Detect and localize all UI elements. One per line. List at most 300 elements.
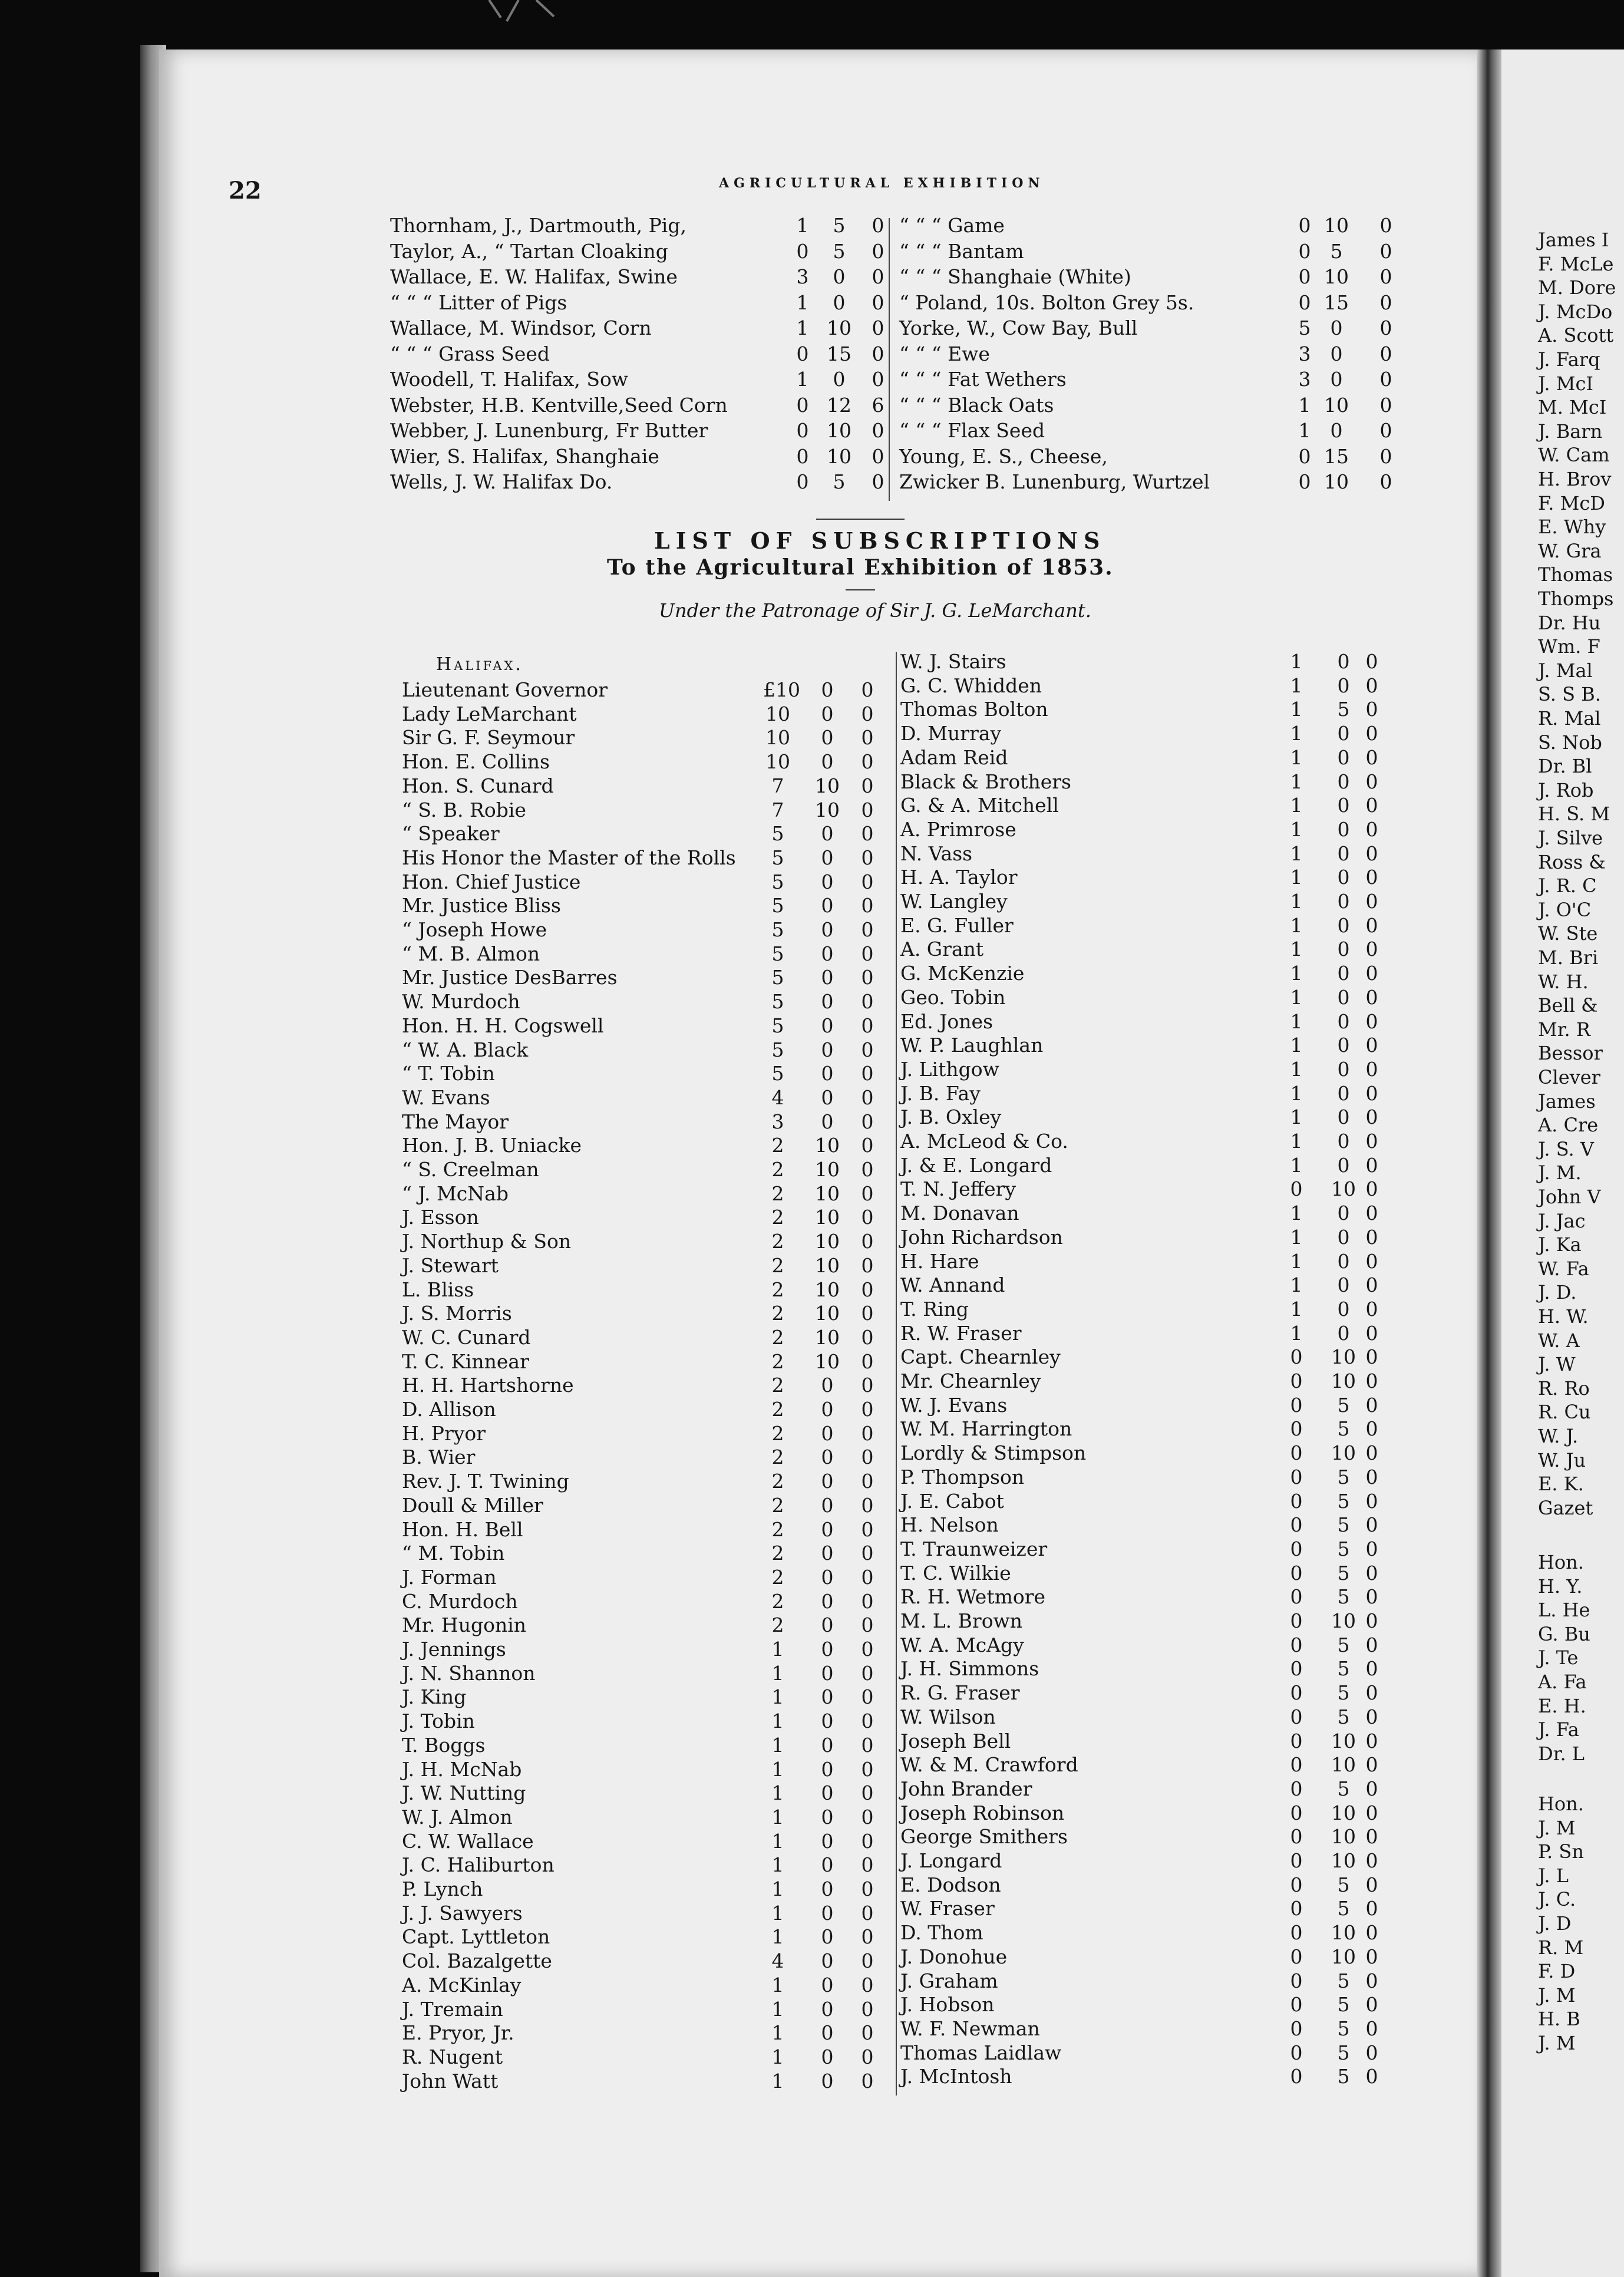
subscriber-right-pounds: 0 [1290, 1681, 1303, 1705]
subscriber-right-pence: 0 [1365, 1009, 1378, 1033]
subscriber-left-pence: 0 [861, 1278, 874, 1301]
subscriber-right-name: D. Murray [900, 722, 1002, 745]
subscriber-left-pence: 0 [861, 1230, 874, 1253]
subscriber-right-shillings: 10 [1331, 1345, 1356, 1369]
subscriber-left-pence: 0 [861, 846, 874, 869]
subscriber-right-name: N. Vass [900, 842, 973, 865]
subscriber-left-pounds: 2 [771, 1398, 784, 1421]
subscriber-left-shillings: 0 [821, 1710, 834, 1733]
subscriber-right-shillings: 10 [1331, 1441, 1356, 1465]
subscriber-left-shillings: 0 [821, 750, 834, 774]
subscriber-left-shillings: 0 [821, 1661, 834, 1685]
prize-right-name: “ “ “ Shanghaie (White) [899, 265, 1131, 288]
prize-left-pounds: 1 [796, 368, 809, 391]
subscriber-left-pounds: 2 [771, 1230, 784, 1253]
subscriber-right-pounds: 1 [1290, 1202, 1303, 1225]
subscriber-left-shillings: 0 [821, 1446, 834, 1469]
subscriber-right-shillings: 5 [1337, 1777, 1350, 1800]
subscriber-right-shillings: 5 [1337, 1537, 1350, 1560]
prize-right-shillings: 15 [1324, 444, 1349, 468]
list-subtitle: To the Agricultural Exhibition of 1853. [607, 555, 1114, 580]
subscriber-left-pounds: 2 [771, 1325, 784, 1349]
prize-left-pounds: 0 [796, 239, 809, 263]
prize-right-pence: 0 [1379, 291, 1392, 314]
subscriber-left-name: B. Wier [402, 1446, 476, 1469]
subscriber-left-pence: 0 [861, 1134, 874, 1157]
prize-right-name: Yorke, W., Cow Bay, Bull [899, 316, 1138, 339]
subscriber-right-pounds: 0 [1290, 1945, 1303, 1968]
subscriber-left-name: Capt. Lyttleton [402, 1925, 550, 1949]
subscriber-left-shillings: 10 [815, 1158, 840, 1181]
subscriber-right-shillings: 0 [1337, 962, 1350, 985]
subscriber-left-pence: 0 [861, 1349, 874, 1373]
subscriber-left-name: W. Evans [402, 1085, 490, 1109]
facing-page-entry: Hon. [1538, 1793, 1584, 1815]
subscriber-left-name: J. Tobin [402, 1710, 475, 1733]
subscriber-right-pence: 0 [1365, 1370, 1378, 1392]
facing-page-entry: Gazet [1538, 1496, 1593, 1519]
subscriber-right-pounds: 1 [1290, 962, 1303, 985]
prize-left-pence: 0 [872, 470, 884, 493]
subscriber-left-shillings: 10 [815, 1182, 840, 1205]
subscriber-left-pounds: 10 [765, 702, 790, 725]
facing-page-entry: W. J. [1538, 1425, 1579, 1447]
subscriber-right-pence: 0 [1365, 770, 1378, 793]
prize-right-name: “ “ “ Game [899, 214, 1005, 237]
facing-page-entry: W. Cam [1538, 444, 1610, 467]
subscriber-left-shillings: 0 [821, 1398, 834, 1421]
subscriber-right-name: W. Langley [900, 890, 1008, 913]
prize-left-shillings: 0 [833, 265, 846, 288]
prize-right-name: “ “ “ Ewe [899, 342, 990, 365]
subscriber-right-pence: 0 [1365, 1153, 1378, 1177]
subscriber-left-shillings: 0 [821, 2021, 834, 2045]
facing-page-entry: J. M. [1538, 1161, 1582, 1184]
facing-page-entry: R. Ro [1538, 1377, 1590, 1400]
prize-right-shillings: 0 [1330, 316, 1343, 339]
subscriber-right-name: R. W. Fraser [900, 1321, 1022, 1345]
subscriber-left-pounds: 1 [771, 1733, 784, 1757]
subscriber-left-pounds: 1 [771, 1973, 784, 1996]
subscriber-left-pence: 0 [861, 1853, 874, 1877]
subscriber-left-pence: 0 [861, 1325, 874, 1349]
subscriber-right-name: T. Ring [900, 1297, 969, 1321]
subscriber-right-pence: 0 [1365, 2065, 1378, 2088]
subscriber-left-shillings: 0 [821, 1014, 834, 1037]
subscriber-left-shillings: 0 [821, 1110, 834, 1133]
subscriber-right-pounds: 1 [1290, 938, 1303, 961]
subscriber-right-shillings: 10 [1331, 1609, 1356, 1632]
subscriber-right-pounds: 0 [1290, 1729, 1303, 1753]
prize-right-name: “ “ “ Black Oats [899, 393, 1054, 417]
subscriber-left-shillings: 0 [821, 822, 834, 846]
subscriber-right-pence: 0 [1365, 2041, 1378, 2064]
facing-page-entry: F. D [1538, 1960, 1576, 1983]
subscriber-right-name: W. Annand [900, 1273, 1005, 1297]
subscriber-right-pence: 0 [1365, 1081, 1378, 1105]
subscriber-right-pounds: 0 [1290, 1417, 1303, 1441]
subscriber-left-pounds: 2 [771, 1349, 784, 1373]
subscriber-left-name: Mr. Justice Bliss [402, 894, 561, 918]
subscriber-right-shillings: 10 [1331, 1177, 1356, 1201]
subscriber-left-shillings: 10 [815, 1206, 840, 1229]
subscriber-right-pence: 0 [1365, 1945, 1378, 1968]
prize-right-shillings: 0 [1330, 342, 1343, 365]
prize-left-name: Webber, J. Lunenburg, Fr Butter [390, 419, 708, 442]
facing-page-entry: Dr. Bl [1538, 755, 1592, 778]
subscriber-left-shillings: 10 [815, 774, 840, 797]
subscriber-left-shillings: 0 [821, 1565, 834, 1589]
subscriber-left-pounds: 1 [771, 1829, 784, 1853]
subscriber-left-name: L. Bliss [402, 1278, 474, 1301]
subscriber-right-name: G. McKenzie [900, 962, 1025, 985]
subscriber-left-pounds: 5 [771, 1038, 784, 1061]
subscriber-right-name: J. E. Cabot [900, 1489, 1004, 1513]
subscriber-left-name: Hon. S. Cunard [402, 774, 554, 797]
subscriber-left-pence: 0 [861, 1997, 874, 2021]
subscriber-left-shillings: 10 [815, 1349, 840, 1373]
facing-page-entry: J. O'C [1538, 898, 1592, 921]
subscriber-right-pounds: 1 [1290, 674, 1303, 697]
subscriber-left-name: T. Boggs [402, 1733, 486, 1757]
subscriber-right-name: T. Traunweizer [900, 1537, 1048, 1560]
subscriber-right-shillings: 10 [1331, 1370, 1356, 1392]
facing-page-entry: W. H. [1538, 970, 1589, 993]
subscriber-right-name: D. Thom [900, 1921, 983, 1945]
subscriber-right-pence: 0 [1365, 1657, 1378, 1681]
subscriber-left-shillings: 10 [815, 1278, 840, 1301]
subscriber-left-pence: 0 [861, 1925, 874, 1949]
subscriber-left-pence: 0 [861, 1014, 874, 1037]
prize-right-shillings: 15 [1324, 291, 1349, 314]
subscriber-right-pence: 0 [1365, 1441, 1378, 1465]
prize-left-pounds: 1 [796, 291, 809, 314]
subscriber-left-pounds: 2 [771, 1302, 784, 1325]
subscriber-right-pence: 0 [1365, 674, 1378, 697]
subscriber-left-pence: 0 [861, 1182, 874, 1205]
subscriber-left-pounds: 10 [765, 750, 790, 774]
subscriber-left-shillings: 0 [821, 966, 834, 989]
subscriber-left-pence: 0 [861, 1253, 874, 1277]
subscriber-left-pounds: 1 [771, 1901, 784, 1925]
subscriber-right-name: Joseph Bell [900, 1729, 1011, 1753]
facing-page-entry: J. Silve [1538, 827, 1603, 849]
subscriber-left-name: J. N. Shannon [402, 1661, 536, 1685]
subscriber-right-shillings: 10 [1331, 1945, 1356, 1968]
facing-page-entry: J. M [1538, 2032, 1576, 2054]
subscriber-right-pence: 0 [1365, 1705, 1378, 1728]
subscriber-right-pounds: 0 [1290, 1585, 1303, 1609]
prize-right-pounds: 0 [1298, 470, 1311, 493]
subscriber-left-pounds: 2 [771, 1493, 784, 1517]
subscriber-left-pence: 0 [861, 678, 874, 701]
subscriber-right-pounds: 0 [1290, 1993, 1303, 2017]
subscriber-left-pounds: 1 [771, 2021, 784, 2045]
subscriber-right-shillings: 0 [1337, 722, 1350, 745]
subscriber-left-pence: 0 [861, 1446, 874, 1469]
subscriber-right-pence: 0 [1365, 1921, 1378, 1945]
prize-left-shillings: 15 [827, 342, 851, 365]
subscriber-left-name: D. Allison [402, 1398, 496, 1421]
subscriber-left-name: R. Nugent [402, 2045, 503, 2068]
subscriber-left-name: J. C. Haliburton [402, 1853, 554, 1877]
subscriber-right-name: W. J. Evans [900, 1393, 1008, 1417]
subscriber-right-shillings: 0 [1337, 1106, 1350, 1129]
subscriber-right-pounds: 0 [1290, 1370, 1303, 1392]
subscriber-left-pence: 0 [861, 822, 874, 846]
subscriber-right-name: A. Grant [900, 938, 984, 961]
subscriber-right-name: A. Primrose [900, 817, 1016, 841]
prize-left-pounds: 0 [796, 393, 809, 417]
subscriber-left-pounds: 7 [771, 774, 784, 797]
subscriber-right-name: John Brander [900, 1777, 1032, 1800]
subscriber-left-shillings: 0 [821, 942, 834, 965]
subscriber-left-pence: 0 [861, 1877, 874, 1900]
subscriber-right-shillings: 5 [1337, 2017, 1350, 2040]
subscriber-right-shillings: 10 [1331, 1921, 1356, 1945]
facing-page-entry: W. A [1538, 1329, 1580, 1352]
prize-right-name: Zwicker B. Lunenburg, Wurtzel [899, 470, 1210, 493]
subscriber-left-pence: 0 [861, 1949, 874, 1973]
subscriber-left-name: Doull & Miller [402, 1493, 543, 1517]
subscriber-left-name: J. Stewart [402, 1253, 499, 1277]
subscriber-right-pence: 0 [1365, 1321, 1378, 1345]
subscriber-right-pence: 0 [1365, 1777, 1378, 1800]
subscriber-left-pounds: 1 [771, 2069, 784, 2093]
subscriber-left-shillings: 0 [821, 1901, 834, 1925]
subscriber-right-name: J. Graham [900, 1969, 998, 1992]
subscriber-right-shillings: 10 [1331, 1753, 1356, 1777]
subscriber-left-name: “ T. Tobin [402, 1062, 495, 1085]
subscriber-right-shillings: 0 [1337, 1249, 1350, 1273]
prize-left-pence: 0 [872, 342, 884, 365]
subscriber-right-pounds: 0 [1290, 1705, 1303, 1728]
prize-left-shillings: 0 [833, 291, 846, 314]
prize-left-shillings: 10 [827, 419, 851, 442]
subscriber-right-name: J. B. Fay [900, 1081, 981, 1105]
subscriber-left-shillings: 0 [821, 1829, 834, 1853]
subscriber-right-pence: 0 [1365, 1801, 1378, 1824]
subscriber-left-name: J. S. Morris [402, 1302, 512, 1325]
list-title: LIST OF SUBSCRIPTIONS [654, 527, 1106, 554]
facing-page-entry: F. McLe [1538, 252, 1614, 275]
subscriber-left-pounds: 1 [771, 1781, 784, 1805]
subscriber-right-pence: 0 [1365, 1633, 1378, 1656]
subscriber-right-name: Lordly & Stimpson [900, 1441, 1087, 1465]
facing-page-entry: M. McI [1538, 396, 1607, 419]
subscriber-left-name: J. Northup & Son [402, 1230, 572, 1253]
subscriber-right-pounds: 0 [1290, 1849, 1303, 1872]
subscriber-right-pounds: 1 [1290, 650, 1303, 673]
facing-page-entry: John V [1538, 1186, 1601, 1208]
prize-right-shillings: 10 [1324, 393, 1349, 417]
prize-right-pounds: 1 [1298, 419, 1311, 442]
facing-page-entry: Bell & [1538, 994, 1598, 1017]
subscriber-right-pence: 0 [1365, 1034, 1378, 1057]
subscriber-left-pence: 0 [861, 798, 874, 821]
prize-right-pence: 0 [1379, 239, 1392, 263]
subscriber-right-pence: 0 [1365, 1561, 1378, 1585]
subscriber-right-pounds: 0 [1290, 1969, 1303, 1992]
subscriber-left-name: P. Lynch [402, 1877, 483, 1900]
subscriber-left-pounds: 1 [771, 1853, 784, 1877]
facing-page-entry: R. Cu [1538, 1401, 1591, 1424]
subscriber-left-pence: 0 [861, 1613, 874, 1637]
facing-page-entry: J. McI [1538, 372, 1594, 395]
subscriber-right-shillings: 5 [1337, 1417, 1350, 1441]
prize-right-pence: 0 [1379, 316, 1392, 339]
facing-page-entry: Bessor [1538, 1042, 1603, 1065]
prize-right-pence: 0 [1379, 444, 1392, 468]
subscriber-right-shillings: 0 [1337, 1273, 1350, 1297]
subscriber-right-pounds: 0 [1290, 1561, 1303, 1585]
subscriber-left-pounds: 5 [771, 846, 784, 869]
facing-page-entry: W. Gra [1538, 539, 1602, 562]
facing-page-entry: Thomps [1538, 588, 1614, 610]
subscriber-right-pounds: 1 [1290, 1034, 1303, 1057]
subscriber-right-name: P. Thompson [900, 1465, 1025, 1489]
subscriber-right-pence: 0 [1365, 2017, 1378, 2040]
facing-page-entry: J. M [1538, 1984, 1576, 2007]
subscriber-right-shillings: 10 [1331, 1825, 1356, 1849]
subscriber-right-pence: 0 [1365, 722, 1378, 745]
prize-left-pence: 0 [872, 316, 884, 339]
subscriber-right-name: Capt. Chearnley [900, 1345, 1061, 1369]
subscriber-right-pence: 0 [1365, 1897, 1378, 1920]
subscriber-right-pence: 0 [1365, 866, 1378, 889]
subscriber-right-pounds: 1 [1290, 1057, 1303, 1081]
subscriber-right-pence: 0 [1365, 794, 1378, 817]
subscriber-right-shillings: 0 [1337, 1130, 1350, 1153]
subscriber-right-name: Black & Brothers [900, 770, 1071, 793]
subscriber-right-pounds: 1 [1290, 842, 1303, 865]
subscriber-right-name: M. Donavan [900, 1202, 1019, 1225]
subscriber-left-shillings: 0 [821, 1589, 834, 1613]
subscriber-right-pounds: 0 [1290, 1537, 1303, 1560]
subscriber-left-pence: 0 [861, 966, 874, 989]
facing-page-entry: J. C. [1538, 1888, 1576, 1911]
prize-left-name: Wallace, M. Windsor, Corn [390, 316, 652, 339]
subscriber-left-pence: 0 [861, 942, 874, 965]
subscriber-left-name: J. H. McNab [402, 1757, 522, 1781]
subscriber-left-pence: 0 [861, 1206, 874, 1229]
subscriber-right-pounds: 0 [1290, 1489, 1303, 1513]
subscriber-right-pounds: 1 [1290, 698, 1303, 721]
prize-right-pounds: 0 [1298, 291, 1311, 314]
subscriber-right-pence: 0 [1365, 1130, 1378, 1153]
subscriber-left-name: H. H. Hartshorne [402, 1374, 574, 1397]
subscriber-right-pence: 0 [1365, 1249, 1378, 1273]
prize-left-pence: 0 [872, 239, 884, 263]
subscriber-left-shillings: 0 [821, 1973, 834, 1996]
subscriber-left-shillings: 10 [815, 1302, 840, 1325]
subscriber-left-pounds: 4 [771, 1949, 784, 1973]
subscriber-right-name: T. C. Wilkie [900, 1561, 1011, 1585]
subscriber-right-pence: 0 [1365, 842, 1378, 865]
subscriber-right-name: G. C. Whidden [900, 674, 1042, 697]
subscriber-right-shillings: 0 [1337, 938, 1350, 961]
prize-left-pence: 0 [872, 291, 884, 314]
subscriber-right-pence: 0 [1365, 1513, 1378, 1537]
subscriber-left-pence: 0 [861, 1805, 874, 1829]
subscriber-left-pounds: 2 [771, 1565, 784, 1589]
subscriber-left-pence: 0 [861, 1901, 874, 1925]
facing-page-entry: J. M [1538, 1816, 1576, 1839]
subscriber-right-pence: 0 [1365, 1202, 1378, 1225]
subscriber-left-name: C. W. Wallace [402, 1829, 534, 1853]
subscriber-right-shillings: 5 [1337, 1585, 1350, 1609]
prize-right-shillings: 10 [1324, 470, 1349, 493]
subscriber-left-pence: 0 [861, 1661, 874, 1685]
subscriber-left-pounds: 2 [771, 1278, 784, 1301]
prize-left-name: Wells, J. W. Halifax Do. [390, 470, 613, 493]
subscriber-left-pounds: 5 [771, 894, 784, 918]
prize-left-pounds: 0 [796, 419, 809, 442]
prize-right-pounds: 1 [1298, 393, 1311, 417]
subscriber-left-pounds: 1 [771, 1710, 784, 1733]
subscriber-right-pounds: 0 [1290, 1873, 1303, 1896]
subscriber-right-shillings: 5 [1337, 1873, 1350, 1896]
subscriber-left-pounds: 5 [771, 942, 784, 965]
subscriber-left-pence: 0 [861, 1302, 874, 1325]
facing-page-entry: J. Mal [1538, 659, 1593, 682]
subscriber-left-pence: 0 [861, 1158, 874, 1181]
prize-left-name: Webster, H.B. Kentville,Seed Corn [390, 393, 728, 417]
subscriber-left-pence: 0 [861, 1685, 874, 1709]
facing-page-entry: James [1538, 1090, 1596, 1113]
subscription-column-divider [896, 652, 897, 2096]
subscriber-left-pence: 0 [861, 1733, 874, 1757]
subscriber-right-shillings: 0 [1337, 890, 1350, 913]
subscriber-right-pence: 0 [1365, 1417, 1378, 1441]
facing-page-entry: W. Ju [1538, 1448, 1586, 1471]
subscriber-left-name: Hon. H. H. Cogswell [402, 1014, 604, 1037]
prize-left-pounds: 1 [796, 316, 809, 339]
subscriber-left-shillings: 0 [821, 1542, 834, 1565]
facing-page-entry: A. Scott [1538, 324, 1614, 347]
subscriber-right-name: J. Donohue [900, 1945, 1008, 1968]
prize-left-pounds: 0 [796, 342, 809, 365]
facing-page-entry: J. R. C [1538, 874, 1597, 897]
subscriber-left-pence: 0 [861, 1973, 874, 1996]
subscriber-left-pence: 0 [861, 2069, 874, 2093]
subscriber-right-pence: 0 [1365, 817, 1378, 841]
subscriber-right-pounds: 1 [1290, 794, 1303, 817]
subscriber-left-pounds: 2 [771, 1158, 784, 1181]
prize-right-shillings: 5 [1330, 239, 1343, 263]
facing-page-entry: F. McD [1538, 491, 1605, 514]
subscriber-left-shillings: 0 [821, 678, 834, 701]
subscriber-right-pence: 0 [1365, 698, 1378, 721]
subscriber-left-shillings: 0 [821, 702, 834, 725]
subscriber-left-shillings: 0 [821, 2069, 834, 2093]
subscriber-left-shillings: 0 [821, 1733, 834, 1757]
subscriber-right-pounds: 0 [1290, 1657, 1303, 1681]
facing-page-entry: M. Dore [1538, 276, 1616, 299]
subscriber-left-name: John Watt [402, 2069, 499, 2093]
subscriber-left-pounds: £10 [763, 678, 800, 701]
subscriber-right-name: R. G. Fraser [900, 1681, 1020, 1705]
title-rule [846, 589, 875, 590]
subscriber-right-shillings: 5 [1337, 1465, 1350, 1489]
subscriber-right-pounds: 1 [1290, 1130, 1303, 1153]
subscriber-left-shillings: 0 [821, 1038, 834, 1061]
subscriber-right-name: J. Lithgow [900, 1057, 999, 1081]
subscriber-left-name: T. C. Kinnear [402, 1349, 529, 1373]
subscriber-left-shillings: 0 [821, 1085, 834, 1109]
subscriber-left-name: E. Pryor, Jr. [402, 2021, 514, 2045]
facing-page-entry: James I [1538, 229, 1609, 251]
